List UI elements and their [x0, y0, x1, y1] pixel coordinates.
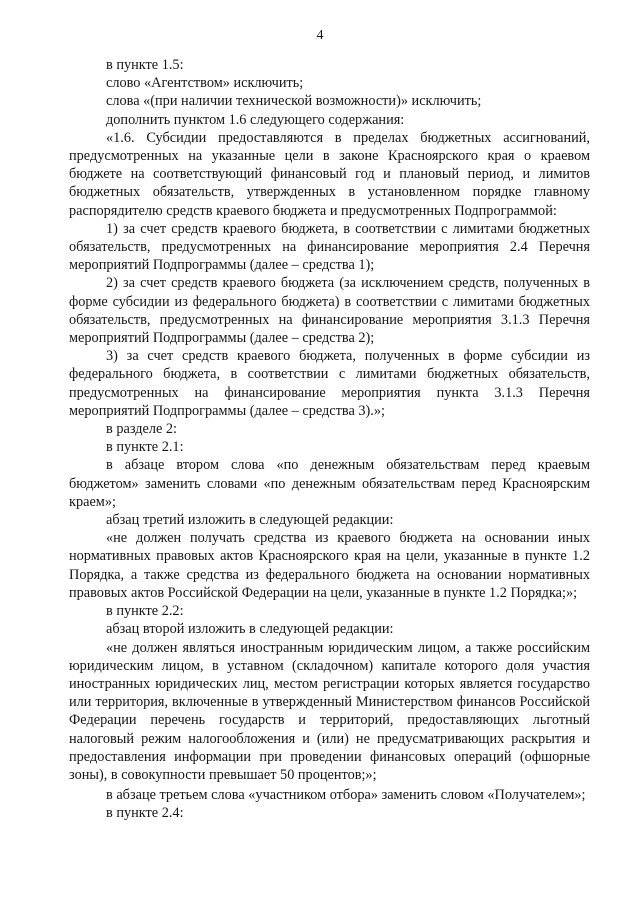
page-number: 4: [316, 28, 324, 43]
paragraph: «1.6. Субсидии предоставляются в пределах бюджетных ассигнований, предусмотренных на указанные цели в законе Красноярского края о краевом бюджете на соответствующий финансовый год и плановый период, и лимитов бюджетных обязательств, утвержденных в установленном порядке главному распорядителю средств краевого бюджета и предусмотренных Подпрограммой:: [69, 129, 590, 219]
paragraph: в пункте 2.2:: [106, 603, 184, 620]
paragraph: абзац второй изложить в следующей редакции:: [106, 621, 394, 638]
paragraph: 2) за счет средств краевого бюджета (за исключением средств, полученных в форме субсидии из федерального бюджета) в соответствии с лимитами бюджетных обязательств, предусмотренных на финансирование мероприятия 3.1.3 Перечня мероприятий Подпрограммы (далее – средства 2);: [69, 275, 590, 347]
paragraph: слово «Агентством» исключить;: [106, 75, 304, 92]
paragraph: слова «(при наличии технической возможности)» исключить;: [106, 93, 482, 110]
paragraph: «не должен являться иностранным юридическим лицом, а также российским юридическим лицом, в уставном (складочном) капитале которого доля участия иностранных юридических лиц, местом регистрации которых является государство или территория, включенные в утвержденный Министерством финансов Российской Федерации перечень государств и территорий, предоставляющих льготный налоговый режим налогообложения и (или) не предусматривающих раскрытия и предоставления информации при проведении финансовых операций (офшорные зоны), в совокупности превышает 50 процентов;»;: [69, 639, 590, 783]
paragraph: 1) за счет средств краевого бюджета, в соответствии с лимитами бюджетных обязательств, предусмотренных на финансирование мероприятия 2.4 Перечня мероприятий Подпрограммы (далее – средства 1);: [69, 220, 590, 274]
paragraph: «не должен получать средства из краевого бюджета на основании иных нормативных правовых актов Красноярского края на цели, указанные в пункте 1.2 Порядка, а также средства из федерального бюджета на основании нормативных правовых актов Российской Федерации на цели, указанные в пункте 1.2 Порядка;»;: [69, 530, 590, 601]
paragraph: в абзаце третьем слова «участником отбора» заменить словом «Получателем»;: [106, 787, 586, 804]
paragraph: в абзаце втором слова «по денежным обязательствам перед краевым бюджетом» заменить словами «по денежным обязательствам перед Красноярским краем»;: [69, 457, 590, 510]
document-body: [69, 56, 590, 823]
paragraph: дополнить пунктом 1.6 следующего содержания:: [106, 111, 405, 128]
paragraph: в пункте 2.1:: [106, 439, 184, 456]
paragraph: в разделе 2:: [106, 421, 178, 438]
paragraph: в пункте 2.4:: [106, 805, 184, 822]
paragraph: 3) за счет средств краевого бюджета, полученных в форме субсидии из федерального бюджета, в соответствии с лимитами бюджетных обязательств, предусмотренных на финансирование мероприятия пункта 3.1.3 Перечня мероприятий Подпрограммы (далее – средства 3).»;: [69, 348, 590, 419]
paragraph: в пункте 1.5:: [106, 57, 184, 73]
paragraph: абзац третий изложить в следующей редакции:: [106, 512, 394, 529]
